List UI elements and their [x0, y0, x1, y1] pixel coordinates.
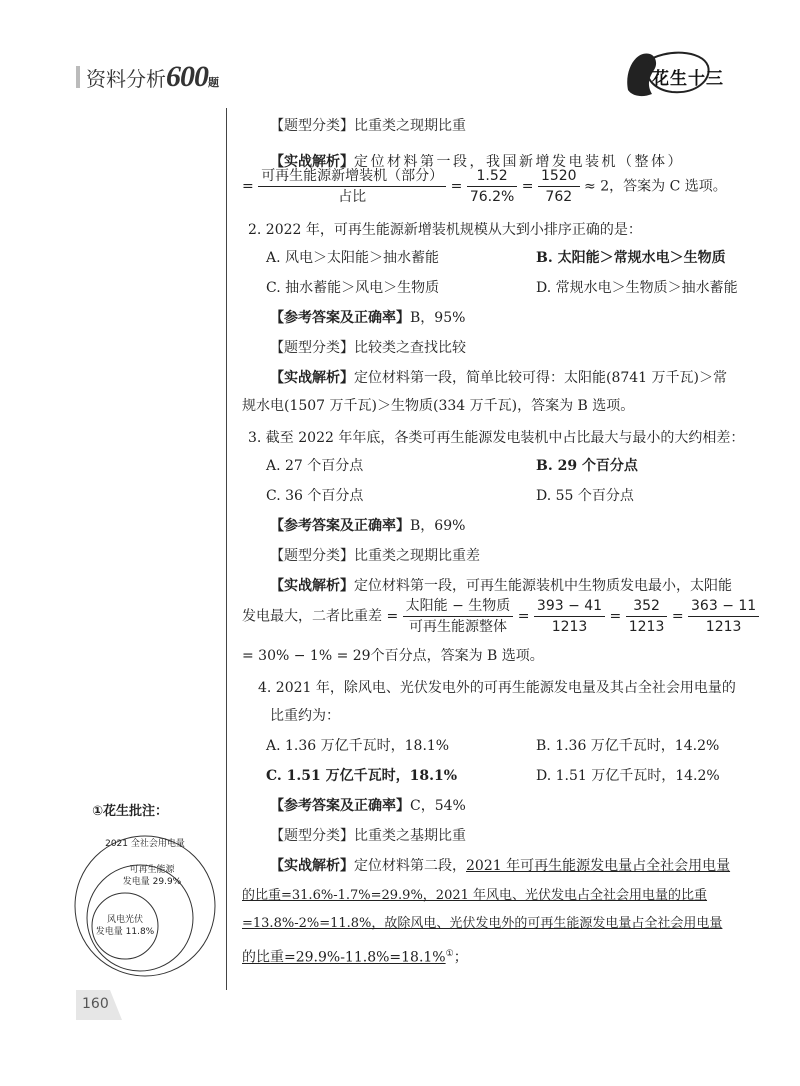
q1-frac3-num: 1520	[538, 166, 580, 187]
q1-analysis-text: 定位材料第一段，我国新增发电装机（整体）	[354, 154, 684, 170]
footnote-marker: ①	[445, 949, 454, 959]
q3-stem: 3. 截至 2022 年年底，各类可再生能源发电装机中占比最大与最小的大约相差：	[248, 430, 745, 446]
q3-analysis-head: 【实战解析】	[270, 578, 354, 594]
q4-stem-line1: 4. 2021 年，除风电、光伏发电外的可再生能源发电量及其占全社会用电量的	[258, 680, 736, 696]
q1-type: 【题型分类】比重类之现期比重	[270, 118, 466, 134]
q1-frac1-den: 占比	[338, 189, 367, 205]
q4-analysis-line4	[242, 944, 468, 968]
q1-eq3: =	[521, 178, 534, 195]
q2-option-b: B. 太阳能＞常规水电＞生物质	[536, 250, 726, 266]
outer-circle	[75, 836, 215, 976]
side-note-title: ①花生批注：	[92, 804, 169, 819]
q4-option-b: B. 1.36 万亿千瓦时，14.2%	[536, 738, 720, 754]
q4-analysis-text4: 的比重=29.9%-11.8%=18.1%	[242, 949, 446, 966]
header-bar	[76, 66, 80, 88]
page-number: 160	[82, 996, 109, 1012]
middle-circle-label2: 发电量 29.9%	[122, 877, 182, 887]
q2-option-d: D. 常规水电＞生物质＞抽水蓄能	[536, 280, 738, 296]
q3-eq2: =	[609, 608, 622, 625]
q3-frac1	[403, 596, 514, 637]
q3-formula-lead: 发电最大，二者比重差 =	[242, 608, 399, 625]
book-title-suffix: 题	[208, 76, 219, 89]
q2-answer-value: B，95%	[410, 310, 466, 326]
inner-circle	[92, 893, 158, 959]
q1-frac3-den: 762	[545, 189, 573, 205]
q1-eq2: =	[450, 178, 463, 195]
q3-frac4	[688, 596, 759, 637]
q4-stem-line2: 比重约为：	[270, 708, 340, 724]
q3-frac3-den: 1213	[628, 619, 665, 635]
q3-option-b: B. 29 个百分点	[536, 458, 638, 474]
logo-text: 花生十三	[652, 69, 724, 89]
q4-analysis-head: 【实战解析】	[270, 858, 354, 874]
q2-type: 【题型分类】比较类之查找比较	[270, 340, 466, 356]
q4-answer-head: 【参考答案及正确率】	[270, 798, 410, 814]
q4-answer-value: C，54%	[410, 798, 466, 814]
q1-frac2-den: 76.2%	[469, 189, 515, 205]
q4-answer	[270, 796, 466, 816]
q4-analysis-line2: 的比重=31.6%-1.7%=29.9%，2021 年风电、光伏发电占全社会用电量的比重	[242, 888, 708, 903]
q4-option-d: D. 1.51 万亿千瓦时，14.2%	[536, 768, 720, 784]
q3-frac2-num: 393 − 41	[534, 596, 605, 617]
q3-eq1: =	[517, 608, 530, 625]
q3-eq3: =	[671, 608, 684, 625]
book-title-text: 资料分析	[86, 67, 166, 91]
q3-answer-value: B，69%	[410, 518, 466, 534]
nested-circles-diagram	[70, 826, 220, 986]
q3-option-c: C. 36 个百分点	[266, 488, 364, 504]
q2-option-a: A. 风电＞太阳能＞抽水蓄能	[266, 250, 440, 266]
column-divider	[226, 108, 227, 990]
q2-analysis-text1: 定位材料第一段，简单比较可得：太阳能(8741 万千瓦)＞常	[354, 370, 728, 386]
q1-eq1: =	[242, 178, 254, 195]
q3-analysis-line1	[270, 576, 732, 596]
q3-frac1-num: 太阳能 − 生物质	[403, 596, 514, 617]
q2-answer-head: 【参考答案及正确率】	[270, 310, 410, 326]
q3-frac4-den: 1213	[705, 619, 742, 635]
middle-circle-label1: 可再生能源	[129, 865, 175, 875]
q2-analysis-line2: 规水电(1507 万千瓦)＞生物质(334 万千瓦)，答案为 B 选项。	[242, 398, 635, 414]
q1-formula	[242, 166, 727, 207]
q3-frac3	[626, 596, 668, 637]
q3-frac1-den: 可再生能源整体	[408, 619, 507, 635]
inner-circle-label2: 发电量 11.8%	[95, 927, 155, 937]
q1-frac1-num: 可再生能源新增装机（部分）	[258, 166, 446, 187]
q3-frac3-num: 352	[626, 596, 668, 617]
book-title	[86, 60, 219, 94]
q3-formula	[242, 596, 759, 637]
q2-analysis-line1	[270, 368, 727, 388]
q1-frac3	[538, 166, 580, 207]
q3-answer-head: 【参考答案及正确率】	[270, 518, 410, 534]
q3-option-a: A. 27 个百分点	[266, 458, 364, 474]
q4-analysis-lead: 定位材料第二段，	[354, 858, 466, 874]
q1-frac2	[467, 166, 517, 207]
q3-option-d: D. 55 个百分点	[536, 488, 634, 504]
q1-analysis-head: 【实战解析】	[270, 154, 354, 170]
book-title-number: 600	[166, 60, 208, 93]
q3-analysis-text1: 定位材料第一段，可再生能源装机中生物质发电最小，太阳能	[354, 578, 732, 594]
q4-analysis-line1	[270, 856, 730, 876]
q1-frac2-num: 1.52	[467, 166, 517, 187]
q2-stem: 2. 2022 年，可再生能源新增装机规模从大到小排序正确的是：	[248, 222, 642, 238]
q4-option-c: C. 1.51 万亿千瓦时，18.1%	[266, 768, 458, 784]
q1-answer: ≈ 2，答案为 C 选项。	[584, 178, 727, 195]
q3-frac4-num: 363 − 11	[688, 596, 759, 617]
q3-type: 【题型分类】比重类之现期比重差	[270, 548, 480, 564]
q4-analysis-end: ；	[453, 949, 468, 966]
q4-option-a: A. 1.36 万亿千瓦时，18.1%	[266, 738, 450, 754]
q2-analysis-head: 【实战解析】	[270, 370, 354, 386]
q3-frac2-den: 1213	[551, 619, 588, 635]
q3-answer	[270, 516, 465, 536]
outer-circle-label: 2021 全社会用电量	[105, 839, 185, 849]
q1-frac1	[258, 166, 446, 207]
q3-frac2	[534, 596, 605, 637]
q4-analysis-line3: =13.8%-2%=11.8%，故除风电、光伏发电外的可再生能源发电量占全社会用电量	[242, 916, 723, 931]
q2-answer	[270, 308, 465, 328]
inner-circle-label1: 风电光伏	[106, 915, 144, 925]
q4-type: 【题型分类】比重类之基期比重	[270, 828, 466, 844]
q3-analysis-line3: = 30% − 1% = 29个百分点，答案为 B 选项。	[242, 648, 544, 664]
q4-analysis-underlined: 2021 年可再生能源发电量占全社会用电量	[466, 858, 731, 874]
q2-option-c: C. 抽水蓄能＞风电＞生物质	[266, 280, 440, 296]
